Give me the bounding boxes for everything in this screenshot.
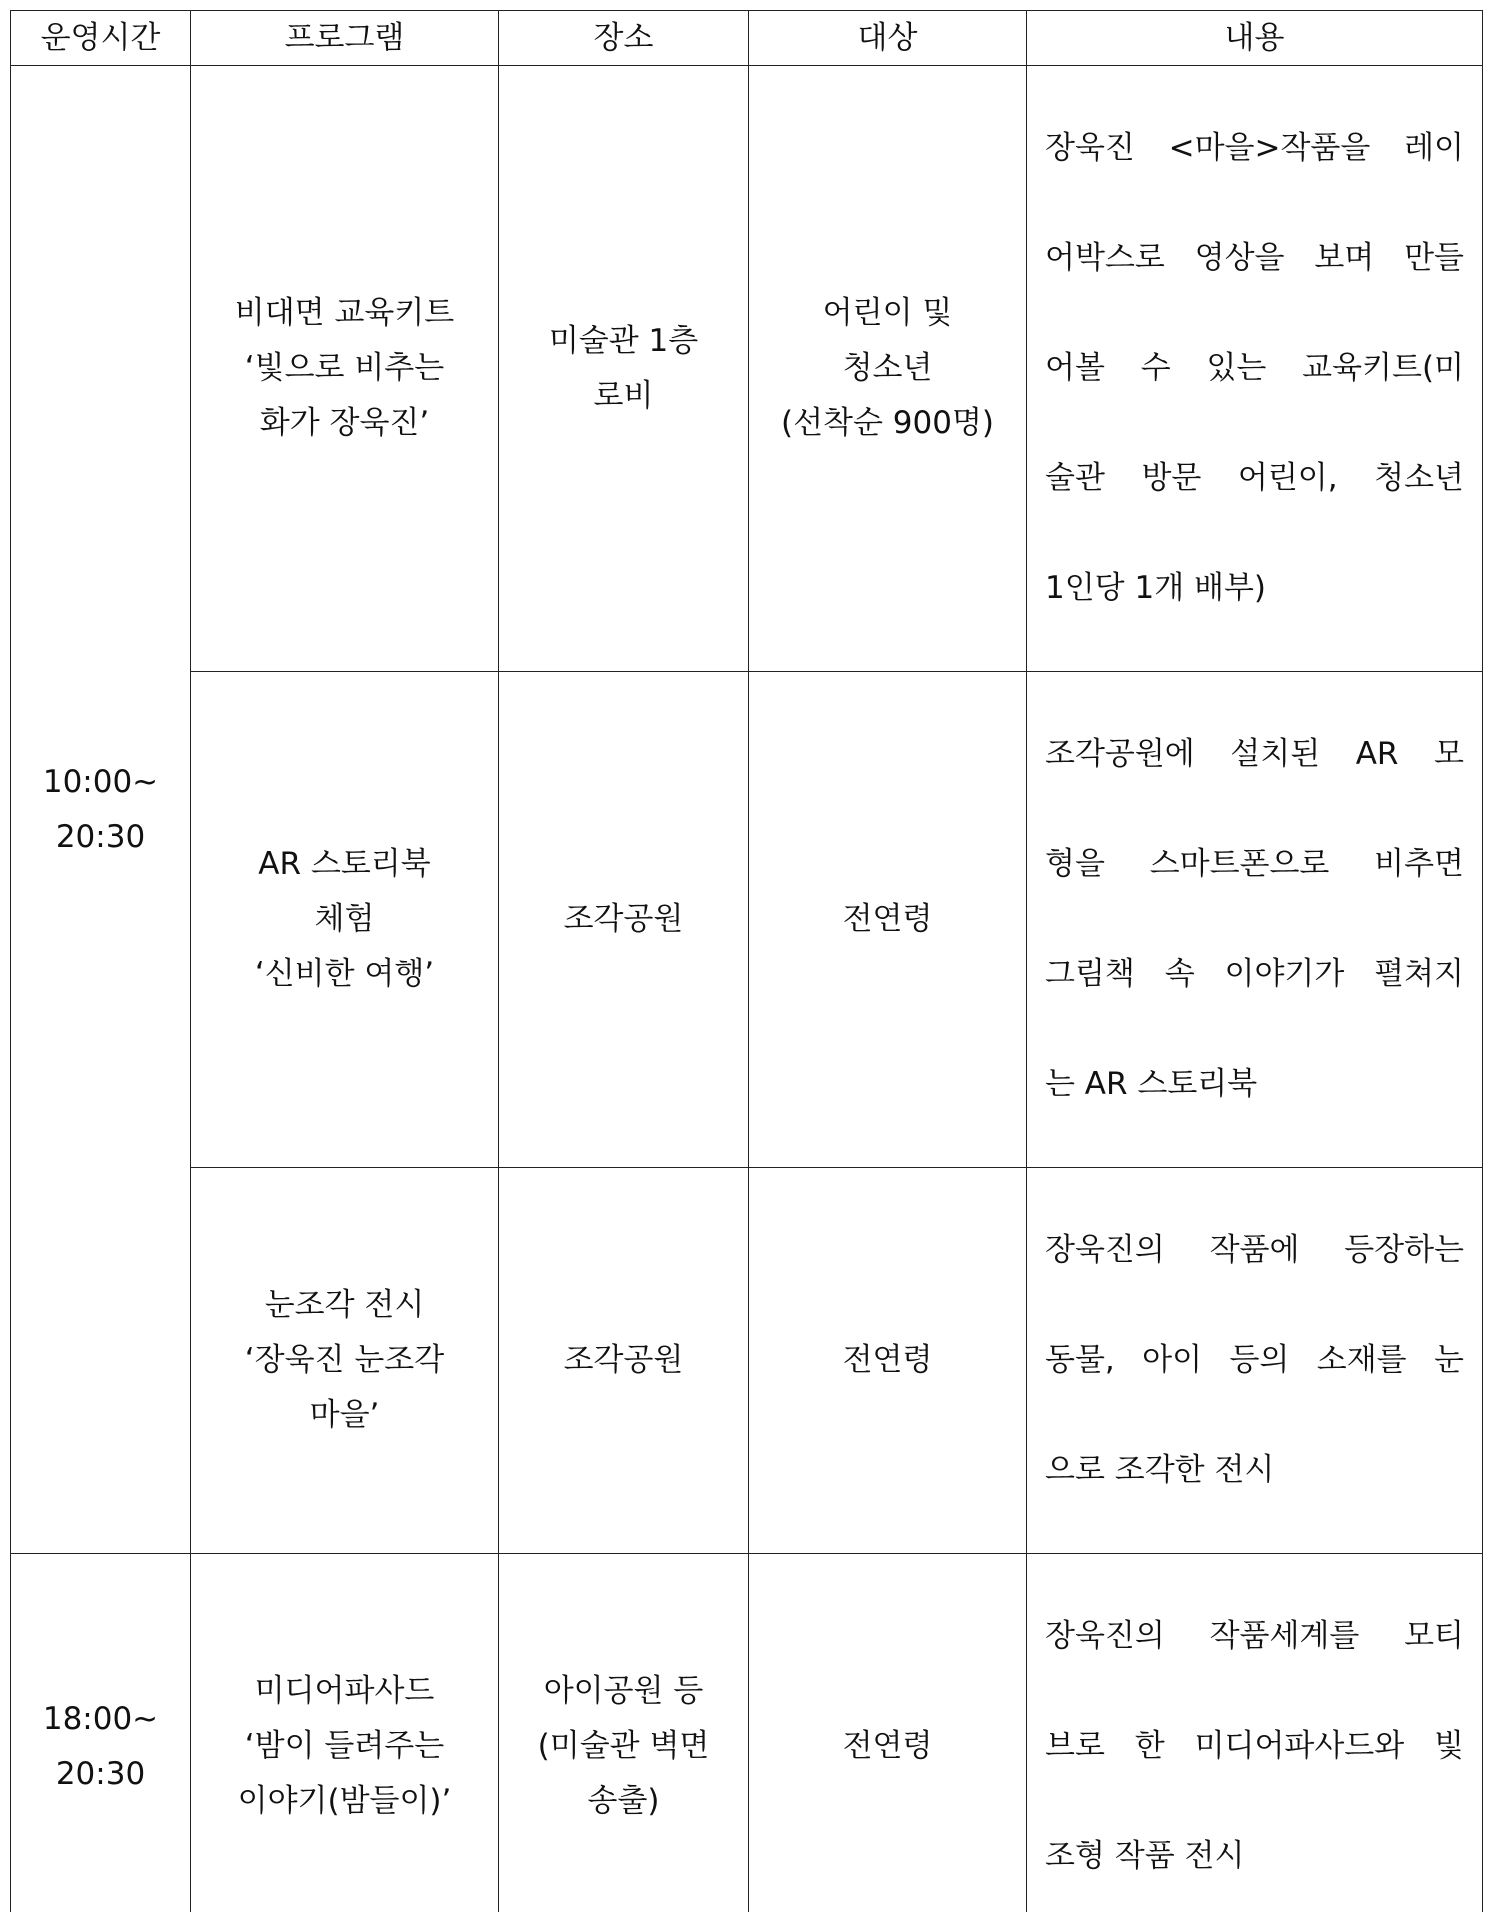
- program-cell: 미디어파사드 ‘밤이 들려주는 이야기(밤들이)’: [191, 1554, 499, 1912]
- content-line: 술관 방문 어린이, 청소년: [1045, 451, 1464, 506]
- header-target: 대상: [749, 11, 1027, 66]
- header-content: 내용: [1027, 11, 1483, 66]
- time-cell: 10:00~ 20:30: [11, 66, 191, 1554]
- content-line: 는 AR 스토리북: [1045, 1057, 1464, 1112]
- content-line: 장욱진 <마을>작품을 레이: [1045, 121, 1464, 176]
- program-schedule-table: [10, 10, 1483, 1912]
- content-line: 어박스로 영상을 보며 만들: [1045, 231, 1464, 286]
- content-line: 조각공원에 설치된 AR 모: [1045, 727, 1464, 782]
- content-line: 동물, 아이 등의 소재를 눈: [1045, 1333, 1464, 1388]
- table-row: [11, 672, 1483, 1168]
- content-cell: [1027, 1168, 1483, 1554]
- table-row: [11, 1554, 1483, 1912]
- target-cell: 전연령: [749, 1168, 1027, 1554]
- header-program: 프로그램: [191, 11, 499, 66]
- place-cell: 조각공원: [499, 672, 749, 1168]
- content-cell: [1027, 672, 1483, 1168]
- content-line: 조형 작품 전시: [1045, 1829, 1464, 1884]
- content-line: 어볼 수 있는 교육키트(미: [1045, 341, 1464, 396]
- content-line: 브로 한 미디어파사드와 빛: [1045, 1719, 1464, 1774]
- content-line: 그림책 속 이야기가 펼쳐지: [1045, 947, 1464, 1002]
- place-cell: 아이공원 등 (미술관 벽면 송출): [499, 1554, 749, 1912]
- header-row: [11, 11, 1483, 66]
- time-cell: 18:00~ 20:30: [11, 1554, 191, 1912]
- target-cell: 어린이 및 청소년 (선착순 900명): [749, 66, 1027, 672]
- content-line: 장욱진의 작품세계를 모티: [1045, 1609, 1464, 1664]
- table-row: [11, 66, 1483, 672]
- program-cell: 비대면 교육키트 ‘빛으로 비추는 화가 장욱진’: [191, 66, 499, 672]
- header-place: 장소: [499, 11, 749, 66]
- target-cell: 전연령: [749, 672, 1027, 1168]
- place-cell: 조각공원: [499, 1168, 749, 1554]
- place-cell: 미술관 1층 로비: [499, 66, 749, 672]
- content-line: 으로 조각한 전시: [1045, 1443, 1464, 1498]
- program-cell: AR 스토리북 체험 ‘신비한 여행’: [191, 672, 499, 1168]
- content-cell: [1027, 66, 1483, 672]
- content-line: 장욱진의 작품에 등장하는: [1045, 1223, 1464, 1278]
- table-row: [11, 1168, 1483, 1554]
- target-cell: 전연령: [749, 1554, 1027, 1912]
- content-line: 형을 스마트폰으로 비추면: [1045, 837, 1464, 892]
- content-cell: [1027, 1554, 1483, 1912]
- content-line: 1인당 1개 배부): [1045, 561, 1464, 616]
- program-cell: 눈조각 전시 ‘장욱진 눈조각 마을’: [191, 1168, 499, 1554]
- header-time: 운영시간: [11, 11, 191, 66]
